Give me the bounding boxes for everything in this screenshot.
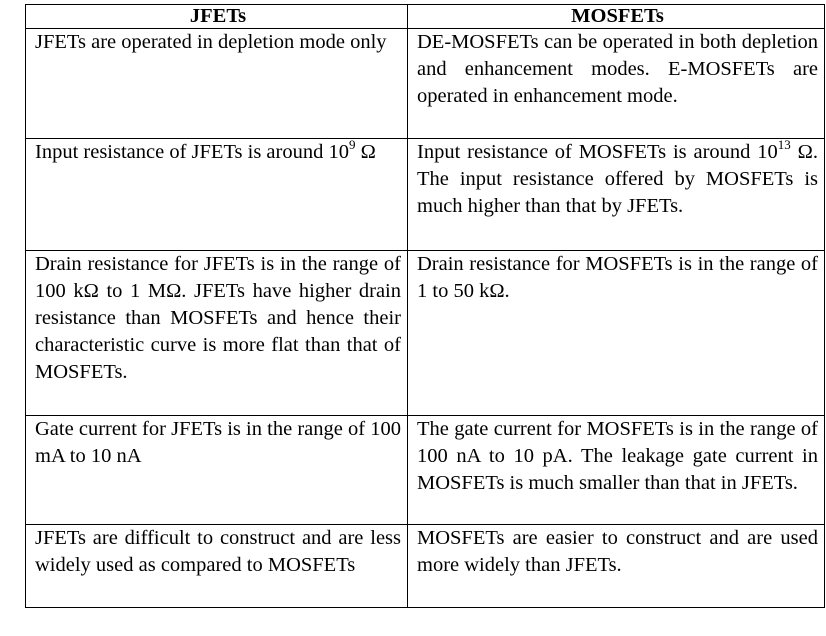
jfet-exponent: 9 [349,137,356,153]
mosfet-cell [408,416,825,525]
header-mosfets: MOSFETs [408,5,825,29]
mosfet-cell [408,139,825,251]
mosfet-text: MOSFETs are easier to construct and are used more widely than JFETs. [417,527,818,576]
jfet-text [35,139,401,166]
jfet-text: Gate current for JFETs is in the range of 100 mA to 10 nA [35,418,401,467]
jfet-cell [26,416,408,525]
mosfet-text: DE-MOSFETs can be operated in both depletion and enhancement modes. E-MOSFETs are operated in enhancement mode. [417,31,818,107]
mosfet-cell [408,29,825,139]
comparison-table [25,4,825,608]
jfet-cell [26,251,408,416]
jfet-cell [26,139,408,251]
table-row [26,525,825,608]
mosfet-text: Drain resistance for MOSFETs is in the range of 1 to 50 kΩ. [417,253,818,302]
mosfet-cell [408,525,825,608]
mosfet-text: The gate current for MOSFETs is in the range of 100 nA to 10 pA. The leakage gate current in MOSFETs is much smaller than that in JFETs. [417,418,818,494]
mosfet-text-post: Ω. The input resistance offered by MOSFETs is much higher than that by JFETs. [417,141,818,217]
jfet-text: JFETs are difficult to construct and are less widely used as compared to MOSFETs [35,527,401,576]
jfet-text-post: Ω [355,141,376,163]
header-jfets: JFETs [26,5,408,29]
mosfet-text-pre: Input resistance of MOSFETs is around 10 [417,141,778,163]
jfet-text-pre: Input resistance of JFETs is around 10 [35,141,349,163]
table-row [26,29,825,139]
mosfet-cell [408,251,825,416]
jfet-cell [26,525,408,608]
jfet-text: Drain resistance for JFETs is in the range of 100 kΩ to 1 MΩ. JFETs have higher drain resistance than MOSFETs and hence their characteristic curve is more flat than that of MOSFETs. [35,253,401,383]
mosfet-exponent: 13 [777,137,791,153]
jfet-text: JFETs are operated in depletion mode only [35,31,387,53]
mosfet-text [417,139,818,220]
table-row [26,251,825,416]
header-row [26,5,825,29]
jfet-cell [26,29,408,139]
table-row [26,416,825,525]
table-row [26,139,825,251]
